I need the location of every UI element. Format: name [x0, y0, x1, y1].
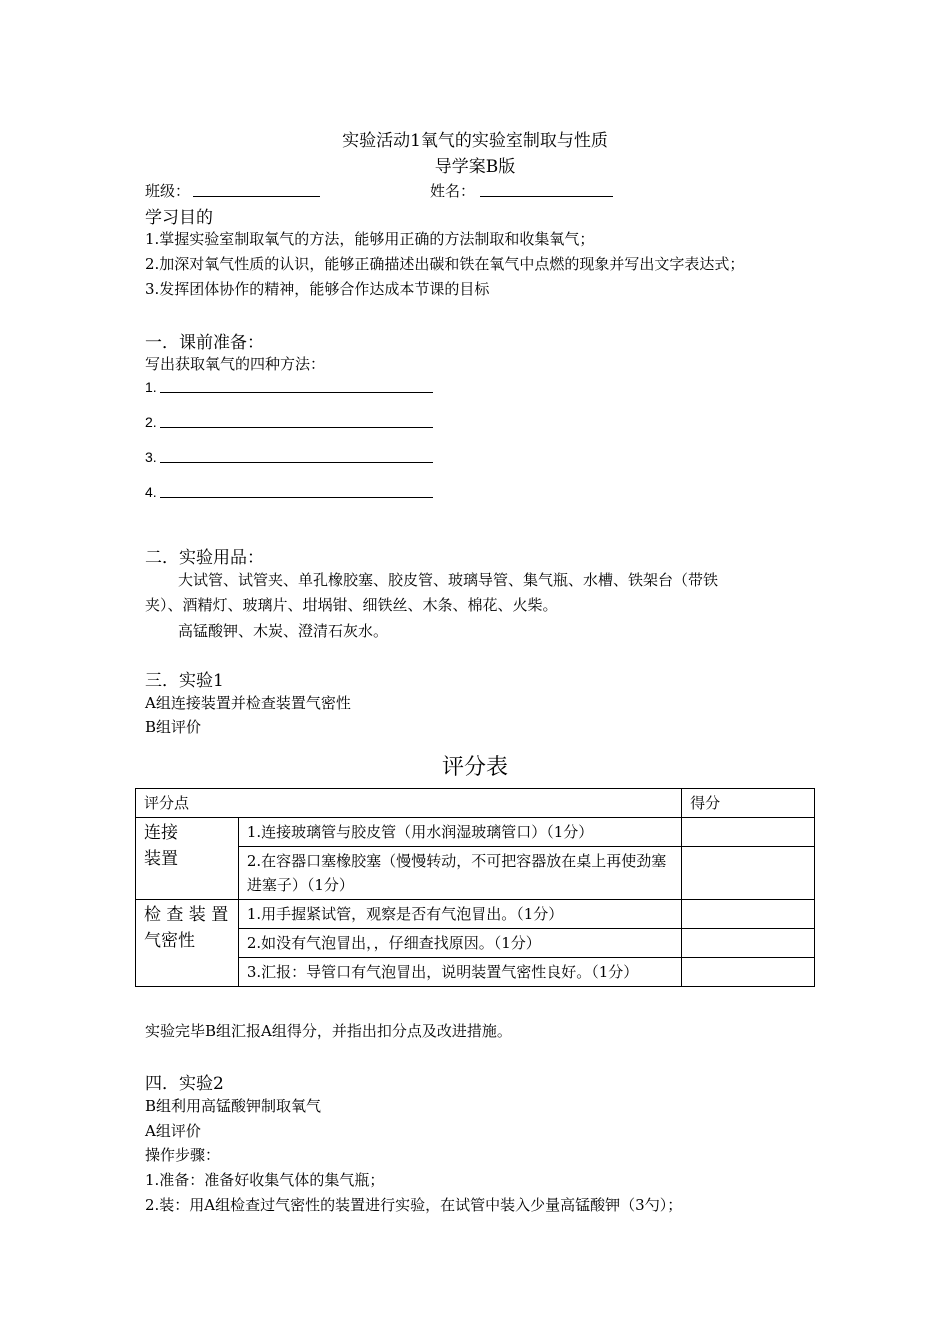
- score-cell[interactable]: [682, 958, 815, 987]
- blank-number: 1.: [145, 379, 157, 395]
- step-item: 1.准备：准备好收集气体的集气瓶；: [145, 1171, 385, 1189]
- group-a-task: A组连接装置并检查装置气密性: [145, 694, 351, 712]
- document-subtitle: 导学案B版: [434, 157, 516, 177]
- criterion-cell: 1.用手握紧试管，观察是否有气泡冒出。（1分）: [238, 900, 681, 929]
- criterion-cell: 1.连接玻璃管与胶皮管（用水润湿玻璃管口）（1分）: [238, 818, 681, 847]
- name-blank[interactable]: [480, 196, 613, 197]
- answer-blank[interactable]: [160, 497, 433, 498]
- materials-line: 大试管、试管夹、单孔橡胶塞、胶皮管、玻璃导管、集气瓶、水槽、铁架台（带铁: [178, 571, 719, 589]
- objective-item: 2.加深对氧气性质的认识，能够正确描述出碳和铁在氧气中点燃的现象并写出文字表达式；: [145, 255, 745, 273]
- answer-blank[interactable]: [160, 462, 433, 463]
- group-b-task: B组评价: [145, 718, 202, 736]
- score-table: [135, 788, 815, 987]
- group-b-task: B组利用高锰酸钾制取氧气: [145, 1097, 322, 1115]
- name-label: 姓名：: [430, 182, 476, 200]
- objective-item: 3.发挥团体协作的精神，能够合作达成本节课的目标: [145, 280, 490, 298]
- score-cell[interactable]: [682, 929, 815, 958]
- criterion-cell: 2.在容器口塞橡胶塞（慢慢转动，不可把容器放在桌上再使劲塞进塞子）（1分）: [238, 847, 681, 900]
- criterion-cell: 3.汇报：导管口有气泡冒出，说明装置气密性良好。（1分）: [238, 958, 681, 987]
- answer-blank[interactable]: [160, 427, 433, 428]
- section2-heading: 二．实验用品：: [145, 548, 264, 568]
- materials-line: 夹）、酒精灯、玻璃片、坩埚钳、细铁丝、木条、棉花、火柴。: [145, 596, 558, 614]
- section3-heading: 三．实验1: [145, 671, 224, 691]
- score-cell[interactable]: [682, 818, 815, 847]
- header-point: 评分点: [136, 789, 682, 818]
- score-cell[interactable]: [682, 847, 815, 900]
- header-score: 得分: [682, 789, 815, 818]
- class-blank[interactable]: [193, 196, 320, 197]
- objective-item: 1.掌握实验室制取氧气的方法，能够用正确的方法制取和收集氧气；: [145, 230, 595, 248]
- blank-number: 2.: [145, 414, 157, 430]
- blank-number: 4.: [145, 484, 157, 500]
- answer-blank[interactable]: [160, 392, 433, 393]
- objectives-heading: 学习目的: [145, 208, 213, 228]
- score-cell[interactable]: [682, 900, 815, 929]
- category-airtight: 检 查 装 置 气密性: [136, 900, 239, 987]
- class-label: 班级：: [145, 182, 191, 200]
- section4-heading: 四．实验2: [145, 1074, 224, 1094]
- blank-number: 3.: [145, 449, 157, 465]
- table-row: [136, 818, 815, 847]
- section1-heading: 一．课前准备：: [145, 333, 264, 353]
- steps-label: 操作步骤：: [145, 1146, 221, 1164]
- document-title: 实验活动1氧气的实验室制取与性质: [342, 131, 608, 151]
- table-row: [136, 900, 815, 929]
- criterion-cell: 2.如没有气泡冒出，，仔细查找原因。（1分）: [238, 929, 681, 958]
- reagents-line: 高锰酸钾、木炭、澄清石灰水。: [178, 622, 389, 640]
- category-connect: 连接 装置: [136, 818, 239, 900]
- table-header-row: [136, 789, 815, 818]
- section1-prompt: 写出获取氧气的四种方法：: [145, 355, 326, 373]
- group-a-task: A组评价: [145, 1122, 201, 1140]
- step-item: 2.装：用A组检查过气密性的装置进行实验，在试管中装入少量高锰酸钾（3勺）；: [145, 1196, 683, 1214]
- after-experiment-note: 实验完毕B组汇报A组得分，并指出扣分点及改进措施。: [145, 1022, 512, 1040]
- score-table-title: 评分表: [441, 755, 508, 780]
